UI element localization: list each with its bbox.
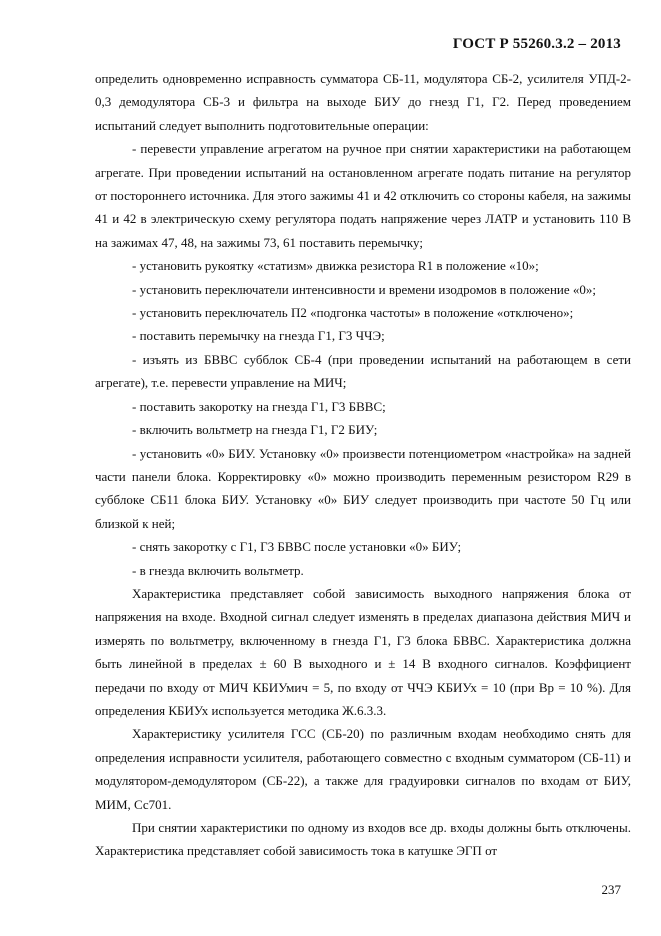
- paragraph: - установить «0» БИУ. Установку «0» произвести потенциометром «настройка» на задней части панели блока. Корректировку «0» можно производить переменным резистором R29 в субблоке СБ11 блока БИУ. Установку «0» БИУ следует производить при частоте 50 Гц или близкой к ней;: [95, 445, 631, 531]
- paragraph: Характеристику усилителя ГСС (СБ-20) по различным входам необходимо снять для определения исправности усилителя, работающего совместно с входным сумматором (СБ-11) и модулятором-демодулятором (СБ-22), а также для градуировки сигналов по входам от БИУ, МИМ, Сс701.: [95, 726, 631, 812]
- list-item: - установить переключатели интенсивности и времени изодромов в положение «0»;: [132, 281, 596, 297]
- paragraph: При снятии характеристики по одному из входов все др. входы должны быть отключены. Характеристика представляет собой зависимость тока в катушке ЭГП от: [95, 820, 631, 859]
- document-body: [95, 67, 631, 863]
- paragraph: - перевести управление агрегатом на ручное при снятии характеристики на работающем агрегате. При проведении испытаний на остановленном агрегате подать питание на регулятор от постороннего источника. Для этого зажимы 41 и 42 отключить со стороны кабеля, на зажимы 41 и 42 в электрическую схему регулятора подать напряжение через ЛАТР и установить 110 В на зажимах 47, 48, на зажимы 73, 61 поставить перемычку;: [95, 141, 631, 250]
- page-number: 237: [601, 882, 621, 897]
- list-item: - установить переключатель П2 «подгонка частоты» в положение «отключено»;: [132, 305, 574, 321]
- paragraph: - изъять из БВВС субблок СБ-4 (при проведении испытаний на работающем в сети агрегате), т.е. перевести управление на МИЧ;: [95, 351, 631, 391]
- list-item: - поставить перемычку на гнезда Г1, Г3 ЧЧЭ;: [132, 328, 385, 344]
- list-item: - установить рукоятку «статизм» движка резистора R1 в положение «10»;: [132, 258, 539, 274]
- list-item: - включить вольтметр на гнезда Г1, Г2 БИУ;: [132, 422, 378, 438]
- paragraph: Характеристика представляет собой зависимость выходного напряжения блока от напряжения на входе. Входной сигнал следует изменять в пределах диапазона действия МИЧ и измерять по вольтметру, включенному в гнезда Г1, Г3 блока БВВС. Характеристика должна быть линейной в пределах ± 60 В выходного и ± 14 В входного сигналов. Коэффициент передачи по входу от МИЧ КБИУмич = 5, по входу от ЧЧЭ КБИУх = 10 (при Вр = 10 %). Для определения КБИУх используется методика Ж.6.3.3.: [95, 585, 631, 718]
- document-header-title: ГОСТ Р 55260.3.2 – 2013: [452, 36, 621, 52]
- list-item: - поставить закоротку на гнезда Г1, Г3 БВВС;: [132, 398, 386, 414]
- paragraph: определить одновременно исправность сумматора СБ-11, модулятора СБ-2, усилителя УПД-2-0,3 демодулятора СБ-3 и фильтра на выходе БИУ до гнезд Г1, Г2. Перед проведением испытаний следует выполнить подготовительные операции:: [95, 71, 631, 133]
- list-item: - снять закоротку с Г1, Г3 БВВС после установки «0» БИУ;: [132, 539, 462, 555]
- list-item: - в гнезда включить вольтметр.: [132, 562, 304, 578]
